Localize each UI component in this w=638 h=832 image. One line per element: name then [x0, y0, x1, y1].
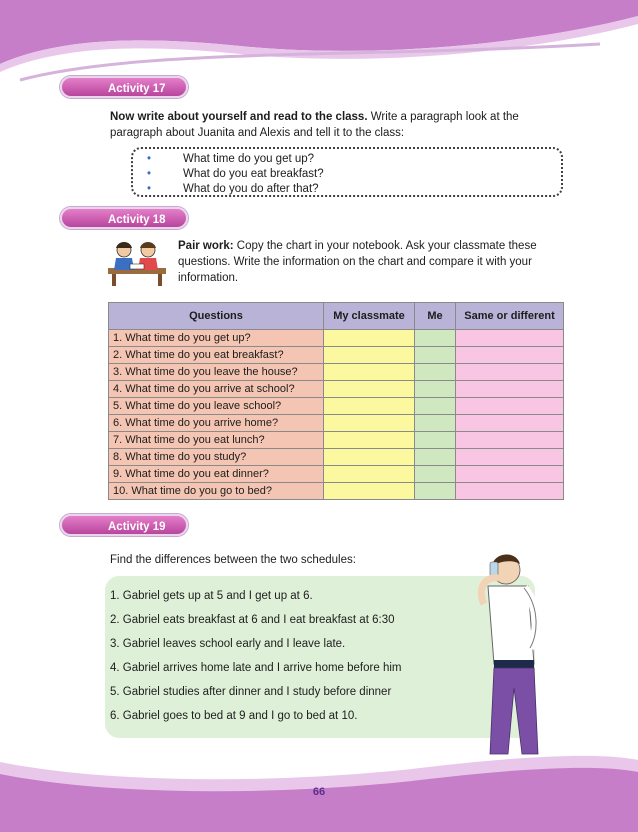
question-cell: 10. What time do you go to bed? [109, 483, 324, 500]
bullet-icon: • [147, 168, 152, 180]
question-cell: 4. What time do you arrive at school? [109, 381, 324, 398]
same-or-different-cell [456, 415, 564, 432]
question-cell: 9. What time do you eat dinner? [109, 466, 324, 483]
activity-19-instruction: Find the differences between the two schedules: [110, 554, 356, 566]
question-cell: 8. What time do you study? [109, 449, 324, 466]
activity-18-instructions [178, 238, 563, 286]
same-or-different-cell [456, 398, 564, 415]
boy-drinking-illustration [468, 548, 560, 758]
question-cell: 7. What time do you eat lunch? [109, 432, 324, 449]
activity-18-text-3: information. [178, 272, 239, 284]
pair-work-label: Pair work: [178, 240, 234, 252]
classmate-cell [324, 415, 415, 432]
activity-18-badge: Activity 18 [60, 207, 188, 229]
table-row [109, 364, 564, 381]
bullet-text: What do you eat breakfast? [183, 168, 324, 180]
bullet-text: What time do you get up? [183, 153, 315, 165]
header-same-or-different: Same or different [456, 303, 564, 330]
bullet-item [147, 152, 314, 166]
header-my-classmate: My classmate [324, 303, 415, 330]
classmate-cell [324, 449, 415, 466]
same-or-different-cell [456, 483, 564, 500]
me-cell [415, 449, 456, 466]
activity-19-badge: Activity 19 [60, 514, 188, 536]
me-cell [415, 330, 456, 347]
activity-17-text-2: paragraph about Juanita and Alexis and tell it to the class: [110, 127, 405, 139]
same-or-different-cell [456, 347, 564, 364]
same-or-different-cell [456, 330, 564, 347]
bullet-item [147, 182, 319, 196]
bullet-item [147, 167, 324, 181]
question-cell: 3. What time do you leave the house? [109, 364, 324, 381]
classmate-cell [324, 330, 415, 347]
header-me: Me [415, 303, 456, 330]
me-cell [415, 398, 456, 415]
difference-sentence: 3. Gabriel leaves school early and I leave late. [110, 638, 346, 650]
classmate-cell [324, 432, 415, 449]
me-cell [415, 466, 456, 483]
me-cell [415, 415, 456, 432]
table-row [109, 330, 564, 347]
table-row [109, 449, 564, 466]
same-or-different-cell [456, 449, 564, 466]
question-cell: 5. What time do you leave school? [109, 398, 324, 415]
me-cell [415, 381, 456, 398]
classmate-cell [324, 466, 415, 483]
table-header-row [109, 303, 564, 330]
activity-17-instructions [110, 109, 562, 141]
table-row [109, 466, 564, 483]
classmate-cell [324, 347, 415, 364]
bullet-text: What do you do after that? [183, 183, 319, 195]
me-cell [415, 432, 456, 449]
table-row [109, 483, 564, 500]
table-row [109, 432, 564, 449]
table-row [109, 347, 564, 364]
me-cell [415, 483, 456, 500]
same-or-different-cell [456, 364, 564, 381]
difference-sentence: 1. Gabriel gets up at 5 and I get up at 6. [110, 590, 313, 602]
pair-work-illustration [106, 238, 170, 288]
question-cell: 1. What time do you get up? [109, 330, 324, 347]
classmate-cell [324, 398, 415, 415]
activity-18-text-2: questions. Write the information on the chart and compare it with your [178, 256, 532, 268]
classmate-cell [324, 483, 415, 500]
bullet-icon: • [147, 153, 152, 165]
table-row [109, 381, 564, 398]
comparison-table [108, 302, 564, 500]
difference-sentence: 2. Gabriel eats breakfast at 6 and I eat breakfast at 6:30 [110, 614, 395, 626]
classmate-cell [324, 364, 415, 381]
header-questions: Questions [109, 303, 324, 330]
same-or-different-cell [456, 432, 564, 449]
table-row [109, 398, 564, 415]
classmate-cell [324, 381, 415, 398]
same-or-different-cell [456, 381, 564, 398]
difference-sentence: 6. Gabriel goes to bed at 9 and I go to bed at 10. [110, 710, 358, 722]
activity-18-text-1: Copy the chart in your notebook. Ask your classmate these [233, 240, 537, 252]
table-row [109, 415, 564, 432]
activity-17-text-1: Write a paragraph look at the [367, 111, 519, 123]
question-cell: 2. What time do you eat breakfast? [109, 347, 324, 364]
me-cell [415, 347, 456, 364]
activity-17-bold-text: Now write about yourself and read to the class. [110, 111, 368, 123]
difference-sentence: 5. Gabriel studies after dinner and I study before dinner [110, 686, 392, 698]
difference-sentence: 4. Gabriel arrives home late and I arrive home before him [110, 662, 402, 674]
question-cell: 6. What time do you arrive home? [109, 415, 324, 432]
activity-17-badge: Activity 17 [60, 76, 188, 98]
page-number: 66 [312, 786, 326, 798]
same-or-different-cell [456, 466, 564, 483]
me-cell [415, 364, 456, 381]
bullet-icon: • [147, 183, 152, 195]
